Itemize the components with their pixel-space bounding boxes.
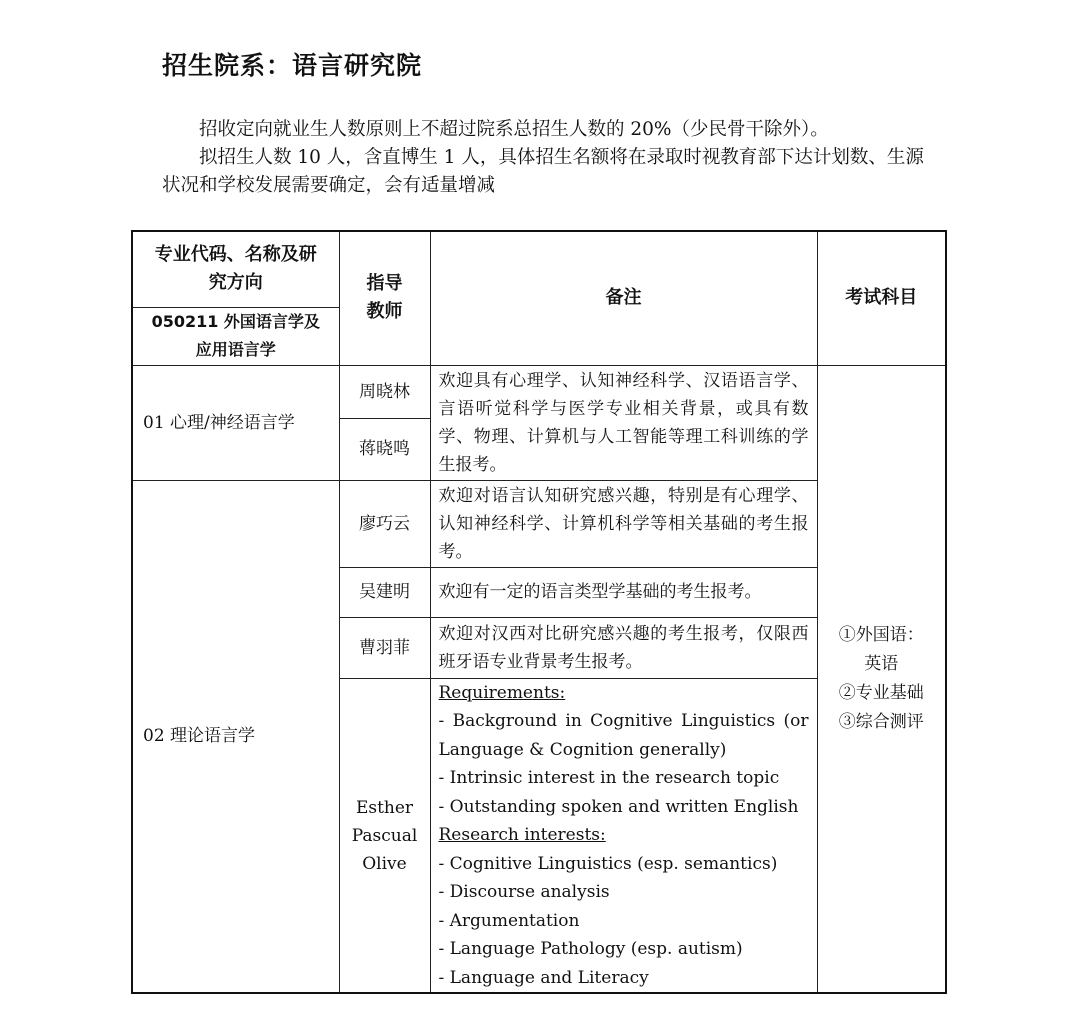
enrollment-table [131,230,947,994]
remark-esther-pascual-olive [430,678,817,993]
requirement-item: - Outstanding spoken and written English [438,796,799,817]
header-exam: 考试科目 [817,231,946,365]
remark-liao-qiaoyun: 欢迎对语言认知研究感兴趣，特别是有心理学、认知神经科学、计算机科学等相关基础的考生报考。 [430,480,817,567]
direction-02-name: 02 理论语言学 [132,480,339,993]
research-interest-item: - Argumentation [438,910,580,931]
exam-subject-comprehensive: ③综合测评 [838,711,924,732]
page-title: 招生院系：语言研究院 [162,51,423,80]
remark-cao-yufei: 欢迎对汉西对比研究感兴趣的考生报考，仅限西班牙语专业背景考生报考。 [430,617,817,678]
header-major-code: 050211 外国语言学及应用语言学 [132,307,339,365]
advisor-name-line: Pascual [351,826,418,846]
advisor-zhou-xiaolin: 周晓林 [339,365,430,418]
research-interest-item: - Discourse analysis [438,882,610,902]
exam-subject-foreign-language: ①外国语： [838,624,924,645]
header-advisor: 指导教师 [339,231,430,365]
advisor-name-line: Olive [362,854,407,874]
requirement-item: - Background in Cognitive Linguistics (or Language & Cognition generally) [438,711,809,760]
remark-wu-jianming: 欢迎有一定的语言类型学基础的考生报考。 [430,567,817,617]
research-interests-heading: Research interests: [438,825,606,845]
exam-subject-major-basics: ②专业基础 [838,682,924,703]
exam-subjects [817,365,946,993]
research-interest-item: - Cognitive Linguistics (esp. semantics) [438,853,778,874]
intro-line-enrollment: 拟招生人数 10 人，含直博生 1 人，具体招生名额将在录取时视教育部下达计划数、生源状况和学校发展需要确定，会有适量增减 [162,147,924,196]
direction-01-name: 01 心理/神经语言学 [132,365,339,480]
advisor-jiang-xiaoming: 蒋晓鸣 [339,418,430,480]
header-remarks: 备注 [430,231,817,365]
research-interest-item: - Language Pathology (esp. autism) [438,939,743,959]
advisor-wu-jianming: 吴建明 [339,567,430,617]
intro-text [162,116,942,200]
research-interest-item: - Language and Literacy [438,967,649,988]
advisor-esther-pascual-olive [339,678,430,993]
exam-subject-english: 英语 [864,653,899,674]
requirement-item: - Intrinsic interest in the research topic [438,768,780,788]
header-major: 专业代码、名称及研究方向 [132,231,339,307]
requirements-heading: Requirements: [438,682,566,703]
remark-direction-01: 欢迎具有心理学、认知神经科学、汉语语言学、言语听觉科学与医学专业相关背景，或具有数学、物理、计算机与人工智能等理工科训练的学生报考。 [430,365,817,480]
advisor-name-line: Esther [355,798,414,818]
advisor-cao-yufei: 曹羽菲 [339,617,430,678]
intro-line-quota: 招收定向就业生人数原则上不超过院系总招生人数的 20%（少民骨干除外）。 [199,119,829,140]
advisor-liao-qiaoyun: 廖巧云 [339,480,430,567]
